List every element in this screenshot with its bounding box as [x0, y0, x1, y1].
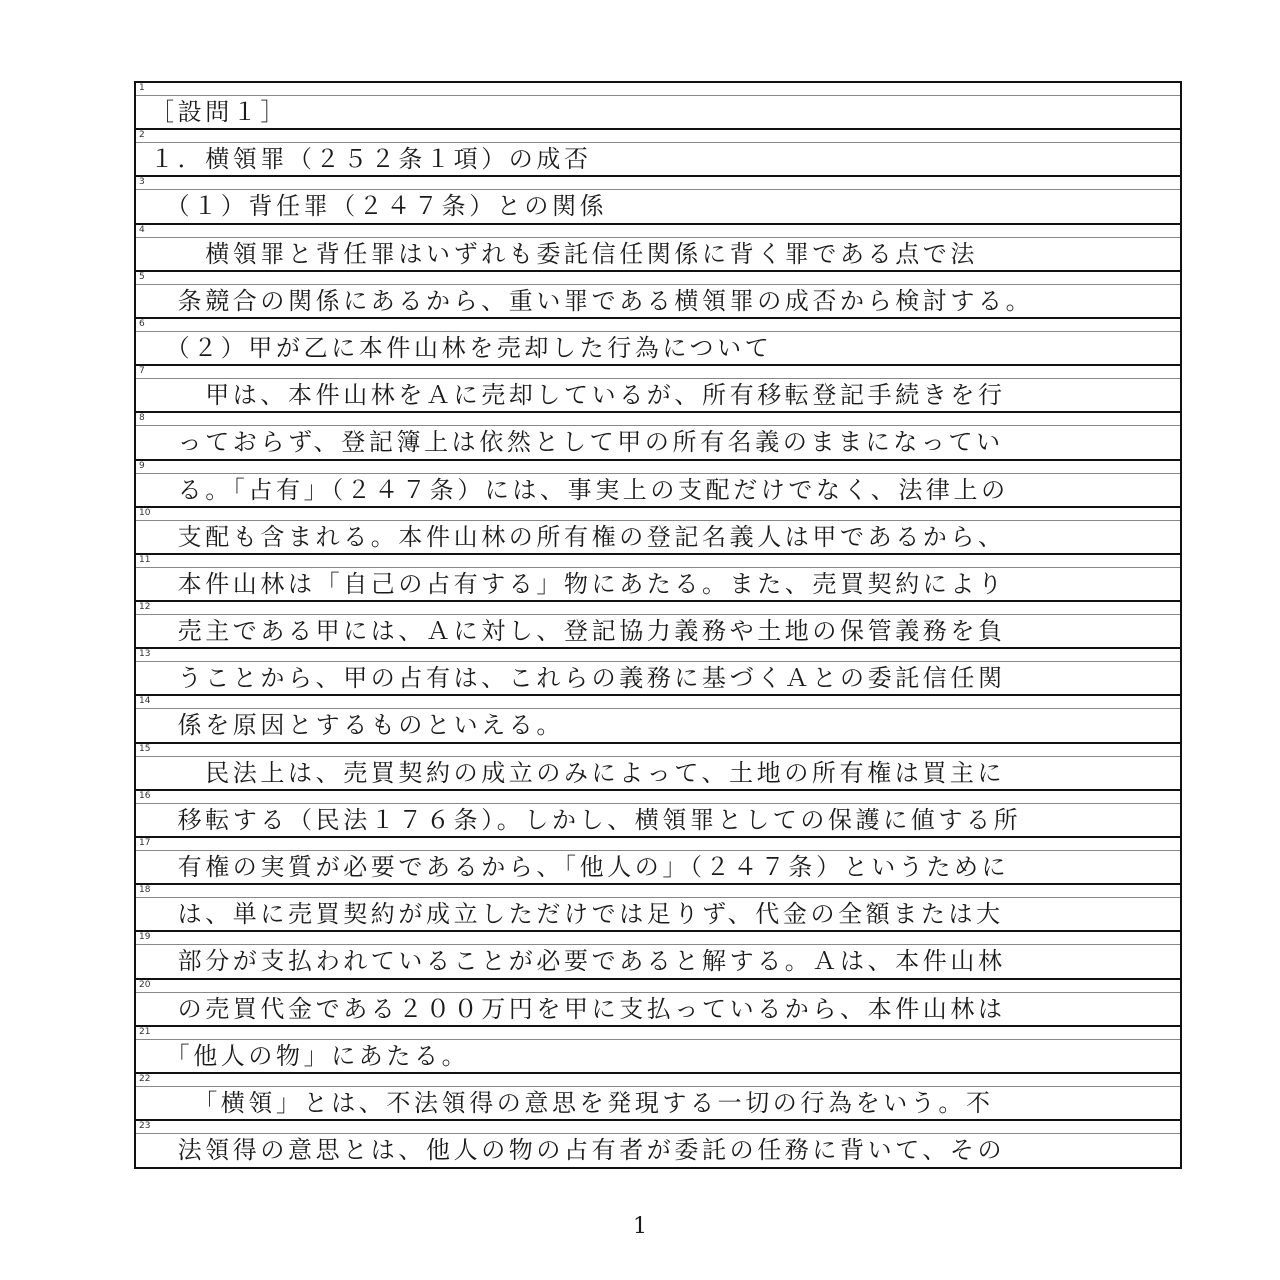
sheet-line: [136, 413, 1180, 460]
line-number-rule: [136, 237, 1180, 238]
line-text: っておらず、登記簿上は依然として甲の所有名義のままになってい: [150, 428, 1004, 457]
line-text: る。「占有」（２４７条）には、事実上の支配だけでなく、法律上の: [150, 475, 1009, 504]
line-number-rule: [136, 850, 1180, 851]
page-number: 1: [633, 1214, 647, 1239]
line-number-rule: [136, 803, 1180, 804]
answer-sheet: [134, 81, 1182, 1169]
line-text: うことから、甲の占有は、これらの義務に基づくＡとの委託信任関: [150, 664, 1006, 693]
line-number: 16: [139, 790, 151, 801]
sheet-line: [136, 744, 1180, 791]
line-number: 13: [139, 649, 151, 660]
line-number: 7: [139, 366, 145, 377]
sheet-line: [136, 932, 1180, 979]
line-text: 甲は、本件山林をＡに売却しているが、所有移転登記手続きを行: [150, 381, 1006, 410]
sheet-line: [136, 885, 1180, 932]
sheet-line: [136, 602, 1180, 649]
line-number-rule: [136, 425, 1180, 426]
sheet-line: [136, 1074, 1180, 1121]
sheet-line: [136, 1027, 1180, 1074]
line-number-rule: [136, 992, 1180, 993]
line-number-rule: [136, 331, 1180, 332]
line-text: 「横領」とは、不法領得の意思を発現する一切の行為をいう。不: [150, 1088, 994, 1117]
line-text: は、単に売買契約が成立しただけでは足りず、代金の全額または大: [150, 900, 1004, 929]
line-number-rule: [136, 473, 1180, 474]
sheet-line: [136, 177, 1180, 224]
sheet-line: [136, 980, 1180, 1027]
line-number-rule: [136, 567, 1180, 568]
line-number-rule: [136, 189, 1180, 190]
sheet-line: [136, 696, 1180, 743]
line-text: 移転する（民法１７６条）。しかし、横領罪としての保護に値する所: [150, 805, 1022, 834]
line-text: （１）背任罪（２４７条）との関係: [150, 192, 608, 221]
sheet-line: [136, 83, 1180, 130]
sheet-line: [136, 508, 1180, 555]
sheet-line: [136, 791, 1180, 838]
line-number-rule: [136, 378, 1180, 379]
line-number: 19: [139, 932, 151, 943]
line-text: 法領得の意思とは、他人の物の占有者が委託の任務に背いて、その: [150, 1136, 1006, 1165]
line-text: ［設問１］: [150, 98, 288, 126]
line-number: 23: [139, 1121, 151, 1132]
line-number: 1: [139, 83, 145, 93]
line-number: 10: [139, 507, 151, 518]
sheet-line: [136, 649, 1180, 696]
line-number: 6: [139, 318, 145, 329]
line-text: 本件山林は「自己の占有する」物にあたる。また、売買契約により: [150, 569, 1006, 598]
line-number-rule: [136, 1133, 1180, 1134]
line-number: 14: [139, 696, 151, 707]
line-number-rule: [136, 897, 1180, 898]
line-number-rule: [136, 520, 1180, 521]
line-number: 8: [139, 413, 145, 424]
line-text: 「他人の物」にあたる。: [150, 1041, 470, 1070]
line-number: 20: [139, 979, 151, 990]
line-text: の売買代金である２００万円を甲に支払っているから、本件山林は: [150, 994, 1006, 1023]
sheet-line: [136, 130, 1180, 177]
line-text: 横領罪と背任罪はいずれも委託信任関係に背く罪である点で法: [150, 239, 978, 268]
line-number: 5: [139, 271, 145, 282]
sheet-line: [136, 272, 1180, 319]
line-number: 3: [139, 177, 145, 188]
line-number-rule: [136, 284, 1180, 285]
sheet-line: [136, 838, 1180, 885]
line-text: 支配も含まれる。本件山林の所有権の登記名義人は甲であるから、: [150, 522, 1006, 551]
line-number: 21: [139, 1026, 151, 1037]
line-number: 12: [139, 602, 151, 613]
line-number-rule: [136, 1039, 1180, 1040]
line-number: 11: [139, 554, 151, 565]
line-text: 部分が支払われていることが必要であると解する。Ａは、本件山林: [150, 947, 1006, 976]
line-number: 15: [139, 743, 151, 754]
line-number: 9: [139, 460, 145, 471]
line-text: 売主である甲には、Ａに対し、登記協力義務や土地の保管義務を負: [150, 617, 1006, 646]
line-number-rule: [136, 142, 1180, 143]
line-text: 係を原因とするものといえる。: [150, 711, 564, 740]
line-text: １．横領罪（２５２条１項）の成否: [150, 145, 592, 174]
sheet-line: [136, 225, 1180, 272]
sheet-line: [136, 366, 1180, 413]
line-number-rule: [136, 614, 1180, 615]
sheet-line: [136, 1121, 1180, 1168]
line-number: 4: [139, 224, 145, 235]
sheet-line: [136, 461, 1180, 508]
line-text: 民法上は、売買契約の成立のみによって、土地の所有権は買主に: [150, 758, 1006, 787]
line-number-rule: [136, 661, 1180, 662]
line-number: 18: [139, 885, 151, 896]
sheet-line: [136, 555, 1180, 602]
line-number: 17: [139, 838, 151, 848]
line-number-rule: [136, 708, 1180, 709]
sheet-line: [136, 319, 1180, 366]
line-text: 有権の実質が必要であるから、「他人の」（２４７条）というために: [150, 853, 1010, 881]
line-number: 2: [139, 130, 145, 141]
line-text: （２）甲が乙に本件山林を売却した行為について: [150, 333, 773, 362]
line-number-rule: [136, 756, 1180, 757]
line-text: 条競合の関係にあるから、重い罪である横領罪の成否から検討する。: [150, 286, 1034, 315]
line-number: 22: [139, 1073, 151, 1084]
line-number-rule: [136, 944, 1180, 945]
line-number-rule: [136, 1086, 1180, 1087]
line-number-rule: [136, 95, 1180, 96]
